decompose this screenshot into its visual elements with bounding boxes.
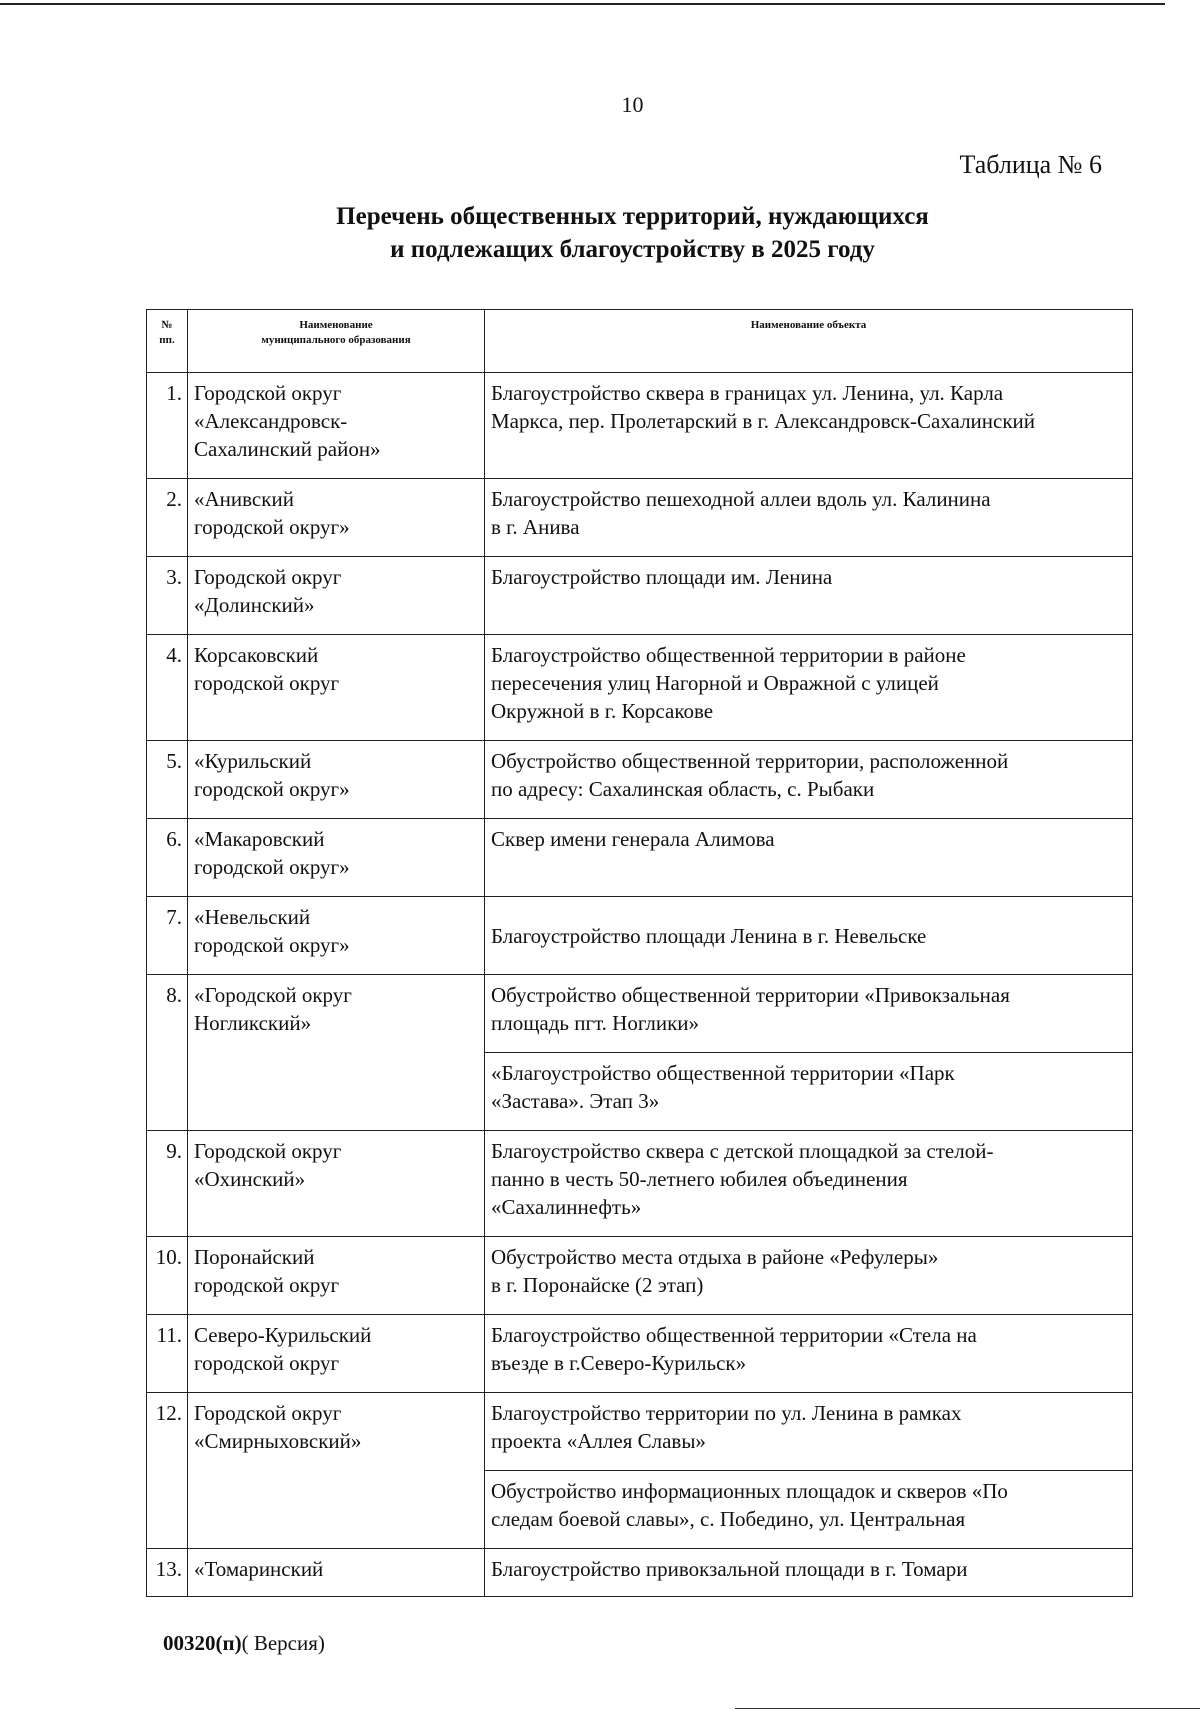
- object-line: пересечения улиц Нагорной и Овражной с улицей: [491, 671, 939, 695]
- municipality-cell: [188, 819, 485, 897]
- row-number: 10.: [147, 1237, 188, 1315]
- document-version: ( Версия): [241, 1631, 325, 1655]
- object-cell: [485, 819, 1133, 897]
- document-code: 00320(п): [163, 1631, 242, 1655]
- row-number: 7.: [147, 897, 188, 975]
- municipality-line: Поронайский: [194, 1245, 315, 1269]
- object-line: в г. Анива: [491, 515, 580, 539]
- object-cell: [485, 897, 1133, 975]
- table-row: [147, 819, 1133, 897]
- table-row: [147, 1549, 1133, 1597]
- table-row: [147, 479, 1133, 557]
- row-number: 9.: [147, 1131, 188, 1237]
- table-row: [147, 1315, 1133, 1393]
- row-number: 2.: [147, 479, 188, 557]
- header-object: Наименование объекта: [485, 310, 1133, 373]
- municipality-line: «Александровск-: [194, 409, 348, 433]
- table-body: [147, 373, 1133, 1597]
- table-row: [147, 1393, 1133, 1471]
- header-num-line-2: пп.: [159, 334, 175, 346]
- object-line: Обустройство места отдыха в районе «Рефулеры»: [491, 1245, 939, 1269]
- territories-table: [146, 309, 1133, 1597]
- municipality-line: Корсаковский: [194, 643, 319, 667]
- municipality-line: «Долинский»: [194, 593, 315, 617]
- row-number: 3.: [147, 557, 188, 635]
- object-line: Обустройство информационных площадок и скверов «По: [491, 1479, 1008, 1503]
- municipality-cell: [188, 741, 485, 819]
- row-number: 6.: [147, 819, 188, 897]
- municipality-line: Сахалинский район»: [194, 437, 381, 461]
- municipality-cell: [188, 557, 485, 635]
- municipality-line: «Макаровский: [194, 827, 325, 851]
- municipality-line: «Невельский: [194, 905, 311, 929]
- top-rule: [0, 3, 1165, 5]
- municipality-cell: [188, 1393, 485, 1549]
- object-line: Благоустройство площади им. Ленина: [491, 565, 833, 589]
- table-row: [147, 975, 1133, 1053]
- object-line: Сквер имени генерала Алимова: [491, 827, 775, 851]
- object-line: площадь пгт. Ноглики»: [491, 1011, 700, 1035]
- object-line: Благоустройство территории по ул. Ленина в рамках: [491, 1401, 962, 1425]
- municipality-cell: [188, 479, 485, 557]
- object-cell: [485, 1549, 1133, 1597]
- object-line: Благоустройство общественной территории «Стела на: [491, 1323, 977, 1347]
- object-cell: [485, 479, 1133, 557]
- object-line: проекта «Аллея Славы»: [491, 1429, 706, 1453]
- municipality-line: городской округ»: [194, 777, 350, 801]
- header-municipality-line-2: муниципального образования: [261, 334, 411, 346]
- object-line: «Благоустройство общественной территории «Парк: [491, 1061, 955, 1085]
- object-line: Благоустройство общественной территории в районе: [491, 643, 966, 667]
- row-number: 4.: [147, 635, 188, 741]
- municipality-cell: [188, 1315, 485, 1393]
- footer-code: [163, 1631, 325, 1656]
- object-line: Благоустройство пешеходной аллеи вдоль ул. Калинина: [491, 487, 991, 511]
- object-line: Благоустройство сквера в границах ул. Ленина, ул. Карла: [491, 381, 1004, 405]
- municipality-line: «Анивский: [194, 487, 294, 511]
- title-line-1: Перечень общественных территорий, нуждающихся: [336, 203, 929, 230]
- title-line-2: и подлежащих благоустройству в 2025 году: [390, 236, 875, 263]
- object-cell: [485, 1237, 1133, 1315]
- object-line: Маркса, пер. Пролетарский в г. Александровск-Сахалинский: [491, 409, 1036, 433]
- table-header-row: [147, 310, 1133, 373]
- municipality-cell: [188, 373, 485, 479]
- object-cell: [485, 1393, 1133, 1471]
- table-row: [147, 741, 1133, 819]
- object-cell: [485, 1131, 1133, 1237]
- object-line: по адресу: Сахалинская область, с. Рыбаки: [491, 777, 875, 801]
- municipality-line: городской округ: [194, 1351, 340, 1375]
- object-line: «Сахалиннефть»: [491, 1195, 642, 1219]
- table-row: [147, 635, 1133, 741]
- municipality-line: Городской округ: [194, 1401, 342, 1425]
- municipality-cell: [188, 897, 485, 975]
- municipality-cell: [188, 1131, 485, 1237]
- row-number: 12.: [147, 1393, 188, 1549]
- municipality-line: городской округ: [194, 1273, 340, 1297]
- object-line: Обустройство общественной территории, расположенной: [491, 749, 1009, 773]
- object-cell: [485, 975, 1133, 1053]
- municipality-line: городской округ»: [194, 515, 350, 539]
- object-line: Окружной в г. Корсакове: [491, 699, 714, 723]
- object-line: следам боевой славы», с. Победино, ул. Центральная: [491, 1507, 966, 1531]
- object-line: Благоустройство сквера с детской площадкой за стелой-: [491, 1139, 994, 1163]
- municipality-cell: [188, 635, 485, 741]
- municipality-line: городской округ»: [194, 933, 350, 957]
- page-number: 10: [621, 92, 644, 117]
- municipality-cell: [188, 975, 485, 1131]
- object-cell: [485, 557, 1133, 635]
- row-number: 8.: [147, 975, 188, 1131]
- object-cell: [485, 1471, 1133, 1549]
- municipality-line: городской округ»: [194, 855, 350, 879]
- object-cell: [485, 373, 1133, 479]
- object-cell: [485, 741, 1133, 819]
- row-number: 11.: [147, 1315, 188, 1393]
- table-row: [147, 1131, 1133, 1237]
- municipality-line: Северо-Курильский: [194, 1323, 372, 1347]
- object-cell: [485, 1315, 1133, 1393]
- municipality-line: «Охинский»: [194, 1167, 306, 1191]
- object-cell: [485, 635, 1133, 741]
- object-line: въезде в г.Северо-Курильск»: [491, 1351, 747, 1375]
- municipality-line: Городской округ: [194, 381, 342, 405]
- municipality-line: Городской округ: [194, 1139, 342, 1163]
- table-row: [147, 897, 1133, 975]
- object-line: Обустройство общественной территории «Привокзальная: [491, 983, 1010, 1007]
- object-line: «Застава». Этап 3»: [491, 1089, 660, 1113]
- municipality-line: городской округ: [194, 671, 340, 695]
- object-line: Благоустройство привокзальной площади в г. Томари: [491, 1557, 968, 1581]
- municipality-line: «Смирныховский»: [194, 1429, 362, 1453]
- object-cell: [485, 1053, 1133, 1131]
- municipality-line: «Томаринский: [194, 1557, 324, 1581]
- document-title: [0, 200, 1200, 266]
- row-number: 13.: [147, 1549, 188, 1597]
- municipality-line: Городской округ: [194, 565, 342, 589]
- header-num: [147, 310, 188, 373]
- municipality-line: «Курильский: [194, 749, 312, 773]
- table-row: [147, 1237, 1133, 1315]
- object-line: в г. Поронайске (2 этап): [491, 1273, 704, 1297]
- table-label: Таблица № 6: [959, 150, 1102, 179]
- header-municipality-line-1: Наименование: [299, 319, 373, 331]
- municipality-cell: [188, 1549, 485, 1597]
- municipality-line: Ногликский»: [194, 1011, 312, 1035]
- municipality-line: «Городской округ: [194, 983, 352, 1007]
- object-line: панно в честь 50-летнего юбилея объединения: [491, 1167, 908, 1191]
- table-row: [147, 373, 1133, 479]
- header-municipality: [188, 310, 485, 373]
- header-num-line-1: №: [161, 319, 173, 331]
- table-row: [147, 557, 1133, 635]
- object-line: Благоустройство площади Ленина в г. Невельске: [491, 923, 927, 948]
- municipality-cell: [188, 1237, 485, 1315]
- row-number: 5.: [147, 741, 188, 819]
- bottom-rule: [735, 1708, 1200, 1709]
- row-number: 1.: [147, 373, 188, 479]
